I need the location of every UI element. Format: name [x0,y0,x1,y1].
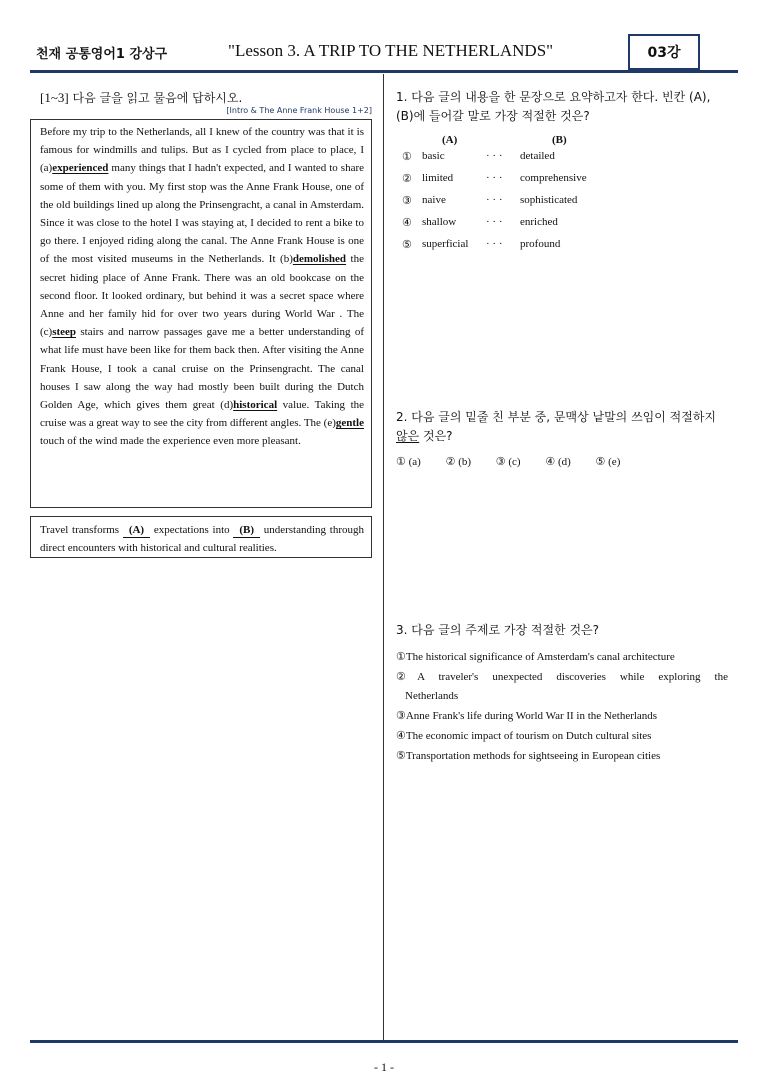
dots: · · · [486,216,503,228]
option-row[interactable] [402,172,702,194]
column-divider [383,74,384,1040]
option-row[interactable] [402,194,702,216]
option-b: comprehensive [520,172,587,184]
option-b: enriched [520,216,558,228]
option-4[interactable]: ④The economic impact of tourism on Dutch cultural sites [396,730,652,742]
passage-text: stairs and narrow passages gave me a better understanding of what life must have been like for them back then. After visiting the Anne Frank House, I took a canal cruise on the Prinsengracht. The canal houses I saw along the way had mostly been built during the Dutch Golden Age, which gives them great [40,326,364,412]
option-1[interactable]: ① (a) [396,456,421,468]
option-5[interactable]: ⑤ (e) [595,456,621,468]
dots: · · · [486,150,503,162]
header-rule [30,70,738,73]
summary-text: understanding through direct encounters with historical and cultural realities. [40,524,364,554]
summary-text: Travel transforms [40,524,123,536]
marker-a-label: (a) [40,162,53,175]
option-4[interactable]: ④ (d) [545,456,571,468]
option-number: ③ [402,195,412,207]
column-b-header: (B) [552,134,567,146]
option-row[interactable] [402,150,702,172]
question-2-stem [396,408,730,446]
option-a: limited [422,172,454,184]
lesson-number-badge: 03강 [628,34,700,70]
column-a-header: (A) [442,134,458,146]
option-number: ④ [402,217,412,229]
option-3[interactable]: ③Anne Frank's life during World War II in the Netherlands [396,710,658,722]
passage-source: [Intro & The Anne Frank House 1+2] [226,106,372,115]
option-1[interactable]: ①The historical significance of Amsterdam's canal architecture [396,651,675,663]
lesson-title: "Lesson 3. A TRIP TO THE NETHERLANDS" [228,41,554,60]
page-number: - 1 - [374,1060,394,1074]
option-2[interactable]: ②A traveler's unexpected discoveries while exploring the [396,671,728,683]
passage-text: Before my trip to the Netherlands, all I knew of the country was that it is famous for windmills and tulips. But as I cycled from place to place, I [40,126,364,157]
option-2-continued[interactable]: Netherlands [405,690,459,702]
option-row[interactable] [402,238,702,260]
marker-c-label: (c) [40,326,53,339]
option-b: profound [520,238,561,250]
option-a: basic [422,150,445,162]
question-3-stem: 3. 다음 글의 주제로 가장 적절한 것은? [396,623,599,637]
marker-d-label: (d) [220,399,234,412]
option-number: ① [402,151,412,163]
option-5[interactable]: ⑤Transportation methods for sightseeing in European cities [396,750,661,762]
option-b: detailed [520,150,555,162]
emphasis-not: 않은 [396,429,420,443]
underlined-word-d: historical [233,399,278,412]
option-number: ⑤ [402,239,412,251]
blank-a: (A) [123,523,150,538]
question-1-stem: 1. 다음 글의 내용을 한 문장으로 요약하고자 한다. 빈칸 (A), (B)에 들어갈 말로 가장 적절한 것은? [396,90,711,123]
option-a: shallow [422,216,457,228]
question-2-text: 2. 다음 글의 밑줄 친 부분 중, 문맥상 낱말의 쓰임이 적절하지 [396,410,717,424]
underlined-word-b: demolished [292,253,347,266]
header-course: 천재 공통영어1 강상구 [36,47,168,62]
option-b: sophisticated [520,194,578,206]
dots: · · · [486,194,503,206]
summary-text: expectations into [150,524,234,536]
instructions-text: 다음 글을 읽고 물음에 답하시오. [72,91,243,105]
question-range: [1~3] [40,90,69,105]
marker-b-label: (b) [280,253,293,266]
dots: · · · [486,172,503,184]
blank-b: (B) [233,523,260,538]
underlined-word-c: steep [52,326,77,339]
passage-text: the secret hiding place of Anne Frank. There was an old bookcase on the second floor. It looked ordinary, but behind it was a secret space where Anne and her family hid for over two years during World War . The [40,253,364,321]
dots: · · · [486,238,503,250]
question-2-options [396,455,642,468]
passage-text: touch of the wind made the experience even more pleasant. [40,435,301,448]
option-3[interactable]: ③ (c) [495,456,521,468]
underlined-word-e: gentle [335,417,364,430]
passage-text: many things that I hadn't expected, and I wanted to share some of them with you. My first stop was the Anne Frank House, one of the old buildings lined up along the Prinsengracht, a canal in Amsterdam. Since it was close to the hotel I was staying at, I decided to rent a bike to go there. I enjoyed riding along the canal. The Anne Frank House is one of the most visited museums in the Netherlands. It [40,162,364,266]
question-3-options [396,648,728,767]
option-2[interactable]: ② (b) [445,456,472,468]
summary-box [30,516,372,558]
marker-e-label: (e) [323,417,336,430]
option-a: naive [422,194,446,206]
underlined-word-a: experienced [52,162,109,175]
option-number: ② [402,173,412,185]
passage-text: value. Taking the cruise was a great way to see the city from different angles. The [40,399,365,430]
option-row[interactable] [402,216,702,238]
reading-passage [30,119,372,508]
footer-rule [30,1040,738,1043]
option-a: superficial [422,238,469,250]
question-2-text: 것은? [419,429,453,443]
instructions [40,89,242,106]
